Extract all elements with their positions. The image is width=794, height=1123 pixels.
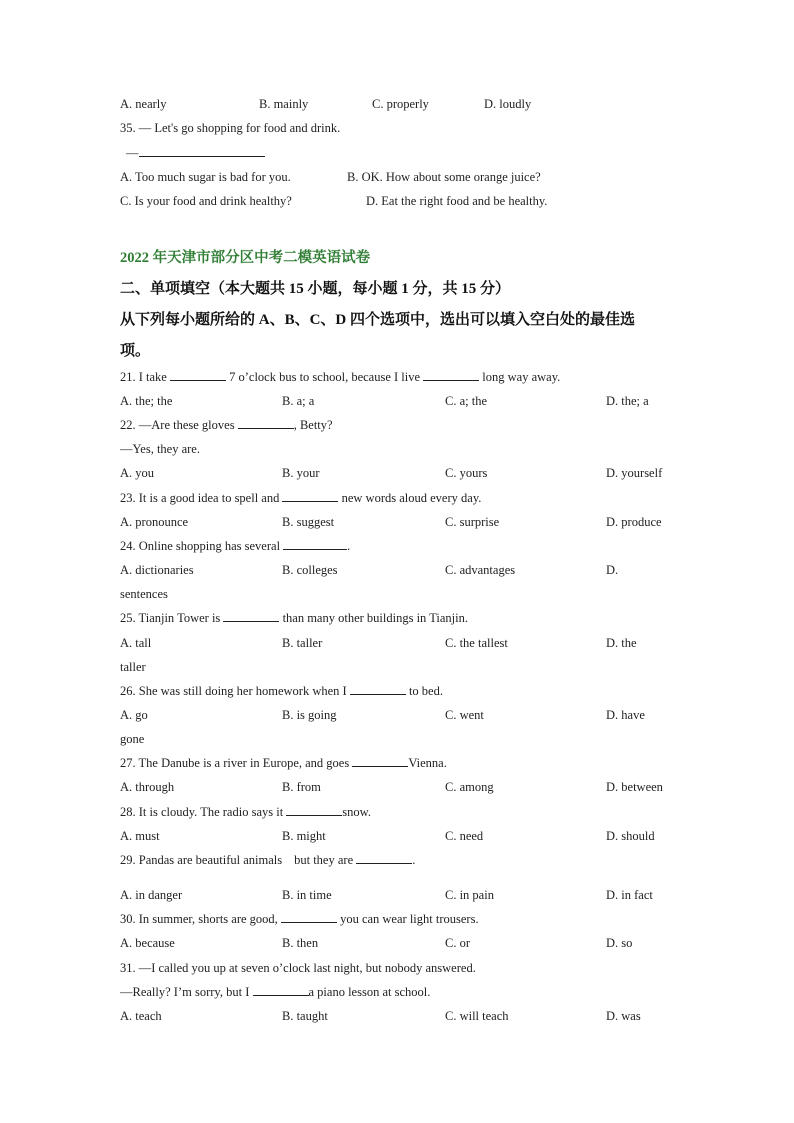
q25-text-2: than many other buildings in Tianjin. [279,611,468,625]
q21-stem [120,369,560,385]
q26-option-c: C. went [445,708,484,722]
q30-option-a: A. because [120,936,175,950]
q35-option-b: B. OK. How about some orange juice? [347,170,541,184]
q25-blank [223,610,279,622]
q22-text-1: 22. —Are these gloves [120,418,238,432]
q34-option-c: C. properly [372,97,429,111]
q25-option-a: A. tall [120,636,152,650]
q23-text-1: 23. It is a good idea to spell and [120,491,283,505]
q22-reply: —Yes, they are. [120,442,200,456]
q35-option-c: C. Is your food and drink healthy? [120,194,292,208]
q21-text-3: long way away. [479,370,561,384]
q24-text-2: . [347,539,351,553]
q21-option-a: A. the; the [120,394,173,408]
q24-blank [283,538,347,550]
q28-text-2: snow. [342,805,372,819]
q35-option-d: D. Eat the right food and be healthy. [366,194,548,208]
q26-option-d-wrap: gone [120,732,145,746]
q23-text-2: new words aloud every day. [338,491,482,505]
part-heading: 二、单项填空（本大题共 15 小题，每小题 1 分，共 15 分） [120,281,511,297]
q23-option-c: C. surprise [445,515,500,529]
q29-text-1: 29. Pandas are beautiful animals [120,853,283,867]
q26-text-1: 26. She was still doing her homework when I [120,684,350,698]
q28-option-d: D. should [606,829,655,843]
q34-option-a: A. nearly [120,97,167,111]
q21-blank-2 [423,369,479,381]
q23-option-a: A. pronounce [120,515,189,529]
q30-option-d: D. so [606,936,633,950]
q29-blank [356,852,412,864]
q21-text-2: 7 o’clock bus to school, because I live [225,370,424,384]
q31-option-a: A. teach [120,1009,162,1023]
q21-option-b: B. a; a [282,394,315,408]
q21-blank-1 [170,369,226,381]
q25-option-b: B. taller [282,636,323,650]
q30-stem [120,911,479,927]
q31-text-1: —Really? I’m sorry, but I [120,985,253,999]
q25-text-1: 25. Tianjin Tower is [120,611,224,625]
q34-option-b: B. mainly [259,97,309,111]
q35-option-a: A. Too much sugar is bad for you. [120,170,291,184]
q22-stem [120,417,333,433]
q27-stem [120,755,447,771]
q30-option-b: B. then [282,936,319,950]
q29-option-b: B. in time [282,888,332,902]
q31-stem: 31. —I called you up at seven o’clock last night, but nobody answered. [120,961,476,975]
exam-title: 2022 年天津市部分区中考二模英语试卷 [120,250,371,266]
q29-option-a: A. in danger [120,888,183,902]
q31-blank [253,984,309,996]
q21-text-1: 21. I take [120,370,170,384]
q27-option-b: B. from [282,780,321,794]
q24-option-a: A. dictionaries [120,563,194,577]
q30-text-1: 30. In summer, shorts are good, [120,912,281,926]
q22-option-a: A. you [120,466,155,480]
q27-text-2: Vienna. [408,756,447,770]
q27-option-a: A. through [120,780,175,794]
q26-text-2: to bed. [405,684,443,698]
q21-option-c: C. a; the [445,394,488,408]
q29-text-2: but they are [294,853,357,867]
q35-stem: 35. — Let's go shopping for food and drink. [120,121,341,135]
q28-option-a: A. must [120,829,160,843]
q25-option-d-wrap: taller [120,660,146,674]
q25-option-d: D. the [606,636,637,650]
q28-stem [120,804,371,820]
q23-option-b: B. suggest [282,515,335,529]
q27-text-1: 27. The Danube is a river in Europe, and goes [120,756,353,770]
q21-option-d: D. the; a [606,394,649,408]
q29-text-3: . [412,853,416,867]
q26-option-d: D. have [606,708,645,722]
q35-blank [139,145,265,157]
q27-blank [352,755,408,767]
q26-blank [350,683,406,695]
q22-option-b: B. your [282,466,320,480]
q24-text-1: 24. Online shopping has several [120,539,284,553]
q30-blank [281,911,337,923]
q24-option-b: B. colleges [282,563,338,577]
q31-text-2: a piano lesson at school. [308,985,431,999]
instruction-line-1: 从下列每小题所给的 A、B、C、D 四个选项中，选出可以填入空白处的最佳选 [120,312,636,328]
q22-text-2: , Betty? [293,418,333,432]
q24-option-c: C. advantages [445,563,516,577]
q28-text-1: 28. It is cloudy. The radio says it [120,805,287,819]
q35-reply-line [126,145,265,161]
q35-reply-dash: — [126,146,139,160]
q34-option-d: D. loudly [484,97,532,111]
q22-option-c: C. yours [445,466,488,480]
q22-option-d: D. yourself [606,466,663,480]
q24-option-d-wrap: sentences [120,587,168,601]
q31-reply [120,984,430,1000]
q23-option-d: D. produce [606,515,662,529]
q26-stem [120,683,443,699]
q30-option-c: C. or [445,936,470,950]
q23-blank [282,490,338,502]
instruction-line-2: 项。 [120,343,151,359]
q28-option-c: C. need [445,829,484,843]
q23-stem [120,490,481,506]
q30-text-2: you can wear light trousers. [336,912,479,926]
q28-option-b: B. might [282,829,326,843]
q22-blank [238,417,294,429]
q26-option-b: B. is going [282,708,337,722]
q24-option-d: D. [606,563,619,577]
q25-option-c: C. the tallest [445,636,508,650]
q27-option-c: C. among [445,780,494,794]
q29-stem [120,852,415,868]
q25-stem [120,610,468,626]
q29-option-c: C. in pain [445,888,494,902]
q24-stem [120,538,350,554]
q31-option-c: C. will teach [445,1009,509,1023]
q29-option-d: D. in fact [606,888,653,902]
q28-blank [286,804,342,816]
q27-option-d: D. between [606,780,663,794]
q26-option-a: A. go [120,708,148,722]
q31-option-b: B. taught [282,1009,328,1023]
q31-option-d: D. was [606,1009,641,1023]
